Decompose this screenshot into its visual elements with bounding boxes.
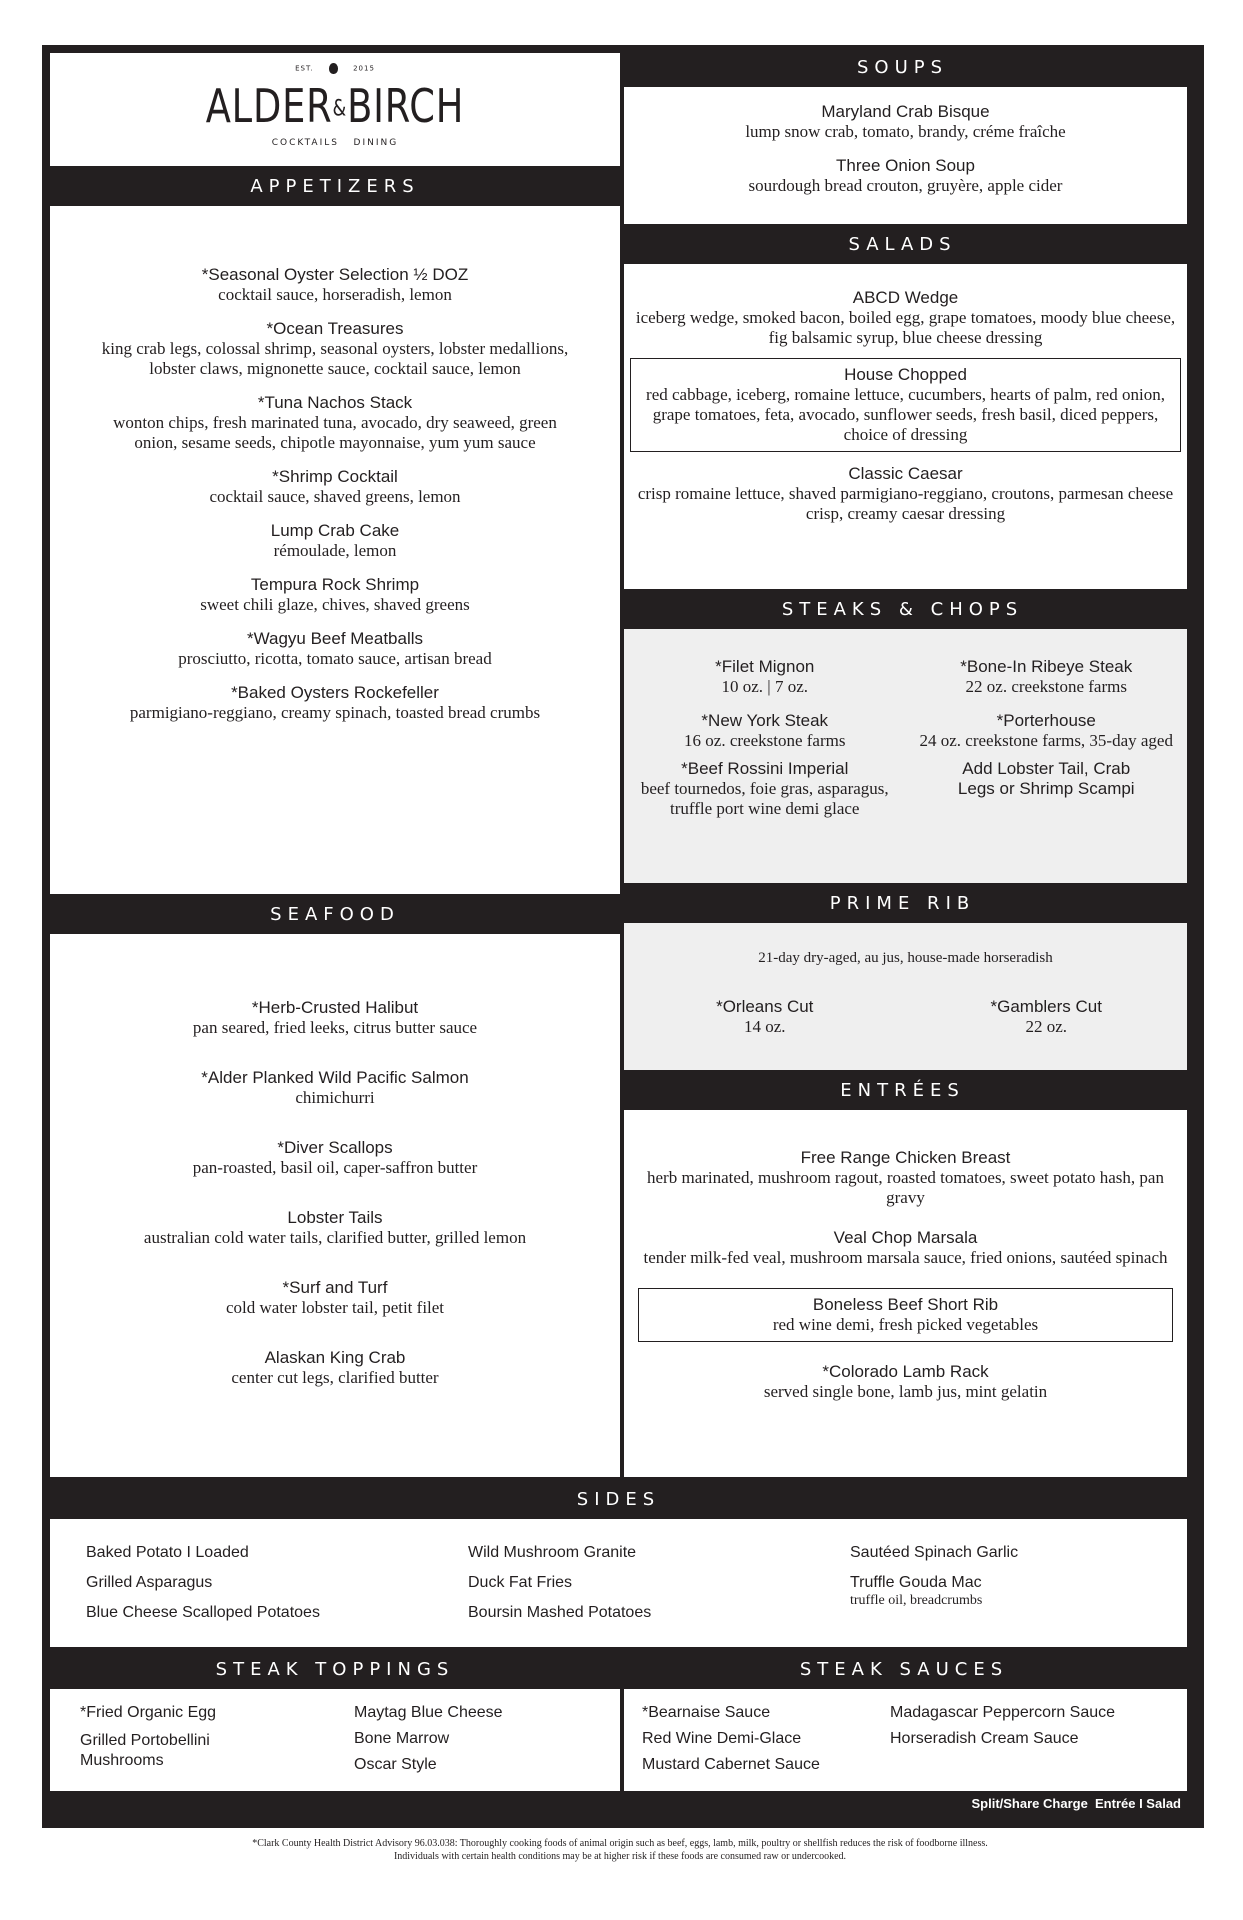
item-name: Classic Caesar <box>848 464 963 483</box>
leaf-icon <box>329 63 338 74</box>
sauces-column-1 <box>642 1703 820 1781</box>
menu-item <box>90 393 580 453</box>
soups-list <box>634 102 1177 214</box>
salads-list <box>630 288 1181 542</box>
menu-item <box>906 657 1188 697</box>
side-item: Bone Marrow <box>354 1730 450 1747</box>
item-name: Tempura Rock Shrimp <box>250 575 420 594</box>
item-name: Boneless Beef Short Rib <box>812 1295 999 1314</box>
logo-wordmark <box>107 81 563 135</box>
item-name: *New York Steak <box>701 711 829 730</box>
toppings-panel <box>50 1689 620 1791</box>
steaks-header: STEAKS & CHOPS <box>781 598 1024 620</box>
item-name: Three Onion Soup <box>836 156 975 175</box>
menu-item <box>90 319 580 379</box>
side-item: Madagascar Peppercorn Sauce <box>890 1704 1116 1721</box>
item-name: *Herb-Crusted Halibut <box>251 998 419 1017</box>
item-description: 22 oz. <box>1025 1017 1068 1036</box>
menu-item <box>630 288 1181 348</box>
item-description: cocktail sauce, horseradish, lemon <box>218 285 452 304</box>
item-description: rémoulade, lemon <box>273 541 397 560</box>
soups-header: SOUPS <box>856 56 949 78</box>
item-name: ABCD Wedge <box>852 288 959 307</box>
menu-item <box>634 102 1177 142</box>
appetizers-header: APPETIZERS <box>250 175 420 197</box>
item-name: *Beef Rossini Imperial <box>681 759 849 778</box>
item-description: crisp romaine lettuce, shaved parmigiano-reggiano, croutons, parmesan cheese crisp, creamy caesar dressing <box>637 484 1174 523</box>
item-name: *Surf and Turf <box>282 1278 388 1297</box>
side-item: *Bearnaise Sauce <box>642 1704 771 1721</box>
item-description: pan-roasted, basil oil, caper-saffron butter <box>192 1158 478 1177</box>
side-item: Grilled Portobellini Mushrooms <box>80 1732 210 1769</box>
menu-item <box>906 997 1188 1037</box>
sauces-column-2 <box>890 1703 1115 1755</box>
item-name: *Porterhouse <box>996 711 1096 730</box>
logo-est: EST. <box>295 64 314 73</box>
item-name: *Diver Scallops <box>277 1138 393 1157</box>
item-name: *Bone-In Ribeye Steak <box>960 657 1133 676</box>
item-description: prosciutto, ricotta, tomato sauce, artisan bread <box>178 649 492 668</box>
side-item: Duck Fat Fries <box>468 1574 573 1591</box>
side-item: Horseradish Cream Sauce <box>890 1730 1079 1747</box>
item-name: *Tuna Nachos Stack <box>257 393 413 412</box>
side-item: Maytag Blue Cheese <box>354 1704 503 1721</box>
item-name: Add Lobster Tail, Crab Legs or Shrimp Scampi <box>957 759 1135 798</box>
toppings-column-2 <box>354 1703 503 1781</box>
item-description: lump snow crab, tomato, brandy, créme fraîche <box>745 122 1066 141</box>
sides-column-3 <box>850 1543 1018 1618</box>
entrees-panel <box>624 1110 1187 1477</box>
item-description: 14 oz. <box>743 1017 786 1036</box>
entrees-list <box>638 1148 1173 1420</box>
sides-column-2 <box>468 1543 651 1633</box>
menu-item <box>906 759 1188 819</box>
health-advisory: *Clark County Health District Advisory 96.03.038: Thoroughly cooking foods of animal origin such as beef, eggs, lamb, milk, poultry or shellfish reduces the risk of foodborne illness. Individuals with certain health conditions may be at higher risk if these foods are consumed raw or undercooked. <box>252 1838 988 1862</box>
toppings-header: STEAK TOPPINGS <box>215 1658 455 1680</box>
logo-alder: ALDER <box>205 79 333 133</box>
menu-item <box>70 1138 600 1178</box>
item-description: chimichurri <box>295 1088 375 1107</box>
menu-item <box>90 575 580 615</box>
menu-item <box>638 1228 1173 1268</box>
item-description: 10 oz. | 7 oz. <box>721 677 808 696</box>
side-item: Red Wine Demi-Glace <box>642 1730 802 1747</box>
item-name: Lobster Tails <box>287 1208 383 1227</box>
item-description: sweet chili glaze, chives, shaved greens <box>200 595 470 614</box>
item-description: red cabbage, iceberg, romaine lettuce, cucumbers, hearts of palm, red onion, grape tomatoes, feta, avocado, sunflower seeds, fresh basil, diced peppers, choice of dressing <box>646 385 1165 444</box>
item-name: *Wagyu Beef Meatballs <box>246 629 424 648</box>
menu-item <box>624 759 906 819</box>
logo <box>50 53 620 166</box>
menu-item <box>90 629 580 669</box>
menu-item <box>90 683 580 723</box>
menu-item <box>638 1288 1173 1342</box>
seafood-list <box>70 998 600 1406</box>
item-description: red wine demi, fresh picked vegetables <box>772 1315 1039 1334</box>
side-item: Wild Mushroom Granite <box>468 1544 637 1561</box>
side-item: Baked Potato I Loaded <box>86 1544 249 1561</box>
item-description: 22 oz. creekstone farms <box>965 677 1127 696</box>
item-description: center cut legs, clarified butter <box>231 1368 439 1387</box>
seafood-header: SEAFOOD <box>270 903 400 925</box>
item-description: king crab legs, colossal shrimp, seasonal oysters, lobster medallions, lobster claws, mignonette sauce, cocktail sauce, lemon <box>101 339 569 378</box>
menu-item <box>90 521 580 561</box>
item-name: Alaskan King Crab <box>264 1348 406 1367</box>
item-name: Maryland Crab Bisque <box>821 102 990 121</box>
item-description: 24 oz. creekstone farms, 35-day aged <box>919 731 1173 750</box>
item-description: herb marinated, mushroom ragout, roasted tomatoes, sweet potato hash, pan gravy <box>647 1168 1164 1207</box>
menu-item <box>624 657 906 697</box>
prime-rib-header: PRIME RIB <box>829 892 976 914</box>
seafood-panel <box>50 934 620 1477</box>
menu-item <box>70 1348 600 1388</box>
logo-birch: BIRCH <box>347 79 465 133</box>
sauces-header: STEAK SAUCES <box>799 1658 1009 1680</box>
steaks-panel <box>624 629 1187 883</box>
item-description: tender milk-fed veal, mushroom marsala sauce, fried onions, sautéed spinach <box>643 1248 1168 1267</box>
side-item-description: truffle oil, breadcrumbs <box>850 1593 983 1608</box>
logo-year: 2015 <box>353 64 375 73</box>
item-description: 16 oz. creekstone farms <box>684 731 846 750</box>
side-item: Truffle Gouda Mac <box>850 1574 982 1591</box>
menu-item <box>630 464 1181 524</box>
item-name: *Alder Planked Wild Pacific Salmon <box>201 1068 469 1087</box>
soups-panel <box>624 87 1187 224</box>
side-item: Grilled Asparagus <box>86 1574 213 1591</box>
item-description: australian cold water tails, clarified butter, grilled lemon <box>143 1228 527 1247</box>
item-description: pan seared, fried leeks, citrus butter sauce <box>192 1018 478 1037</box>
item-name: *Gamblers Cut <box>990 997 1102 1016</box>
salads-panel <box>624 264 1187 589</box>
item-description: wonton chips, fresh marinated tuna, avocado, dry seaweed, green onion, sesame seeds, chipotle mayonnaise, yum yum sauce <box>113 413 557 452</box>
logo-tagline: COCKTAILS DINING <box>271 138 399 148</box>
menu-item <box>630 358 1181 452</box>
menu-item <box>638 1148 1173 1208</box>
side-item: *Fried Organic Egg <box>80 1704 217 1721</box>
steaks-grid <box>624 657 1187 833</box>
menu-item <box>70 1208 600 1248</box>
side-item: Oscar Style <box>354 1756 437 1773</box>
logo-amp: & <box>332 96 348 122</box>
sides-panel <box>50 1519 1187 1647</box>
entrees-header: ENTRÉES <box>840 1079 965 1101</box>
appetizers-panel <box>50 206 620 894</box>
item-name: *Shrimp Cocktail <box>272 467 398 486</box>
menu-item <box>70 998 600 1038</box>
menu-item <box>638 1362 1173 1402</box>
prime-rib-grid <box>624 997 1187 1037</box>
side-item: Mustard Cabernet Sauce <box>642 1756 820 1773</box>
appetizers-list <box>90 265 580 741</box>
side-item: Sautéed Spinach Garlic <box>850 1544 1019 1561</box>
item-name: Veal Chop Marsala <box>833 1228 978 1247</box>
item-description: cold water lobster tail, petit filet <box>225 1298 445 1317</box>
sides-column-1 <box>86 1543 320 1633</box>
item-name: *Colorado Lamb Rack <box>822 1362 989 1381</box>
item-name: *Seasonal Oyster Selection ½ DOZ <box>201 265 469 284</box>
prime-rib-intro: 21-day dry-aged, au jus, house-made horseradish <box>758 950 1053 966</box>
item-name: *Orleans Cut <box>716 997 814 1016</box>
menu-item <box>90 467 580 507</box>
salads-header: SALADS <box>848 233 957 255</box>
menu-item <box>70 1068 600 1108</box>
item-name: Free Range Chicken Breast <box>800 1148 1011 1167</box>
item-name: *Filet Mignon <box>715 657 815 676</box>
item-name: House Chopped <box>844 365 967 384</box>
item-description: sourdough bread crouton, gruyère, apple cider <box>748 176 1063 195</box>
sides-header: SIDES <box>576 1488 661 1510</box>
menu-item <box>70 1278 600 1318</box>
side-item: Boursin Mashed Potatoes <box>468 1604 652 1621</box>
side-item: Blue Cheese Scalloped Potatoes <box>86 1604 320 1621</box>
item-description: beef tournedos, foie gras, asparagus, truffle port wine demi glace <box>640 779 889 818</box>
toppings-column-1 <box>80 1703 330 1779</box>
item-name: Lump Crab Cake <box>270 521 400 540</box>
menu-item <box>624 997 906 1037</box>
item-description: cocktail sauce, shaved greens, lemon <box>209 487 461 506</box>
item-description: iceberg wedge, smoked bacon, boiled egg, grape tomatoes, moody blue cheese, fig balsamic syrup, blue cheese dressing <box>635 308 1176 347</box>
sauces-panel <box>624 1689 1187 1791</box>
menu-item <box>634 156 1177 196</box>
menu-item <box>90 265 580 305</box>
menu-item <box>906 711 1188 751</box>
item-description: parmigiano-reggiano, creamy spinach, toasted bread crumbs <box>129 703 541 722</box>
split-share-charge: Split/Share Charge Entrée I Salad <box>971 1796 1181 1811</box>
item-name: *Baked Oysters Rockefeller <box>231 683 439 702</box>
menu-item <box>624 711 906 751</box>
item-description: served single bone, lamb jus, mint gelatin <box>763 1382 1048 1401</box>
prime-rib-panel <box>624 923 1187 1070</box>
item-name: *Ocean Treasures <box>266 319 404 338</box>
